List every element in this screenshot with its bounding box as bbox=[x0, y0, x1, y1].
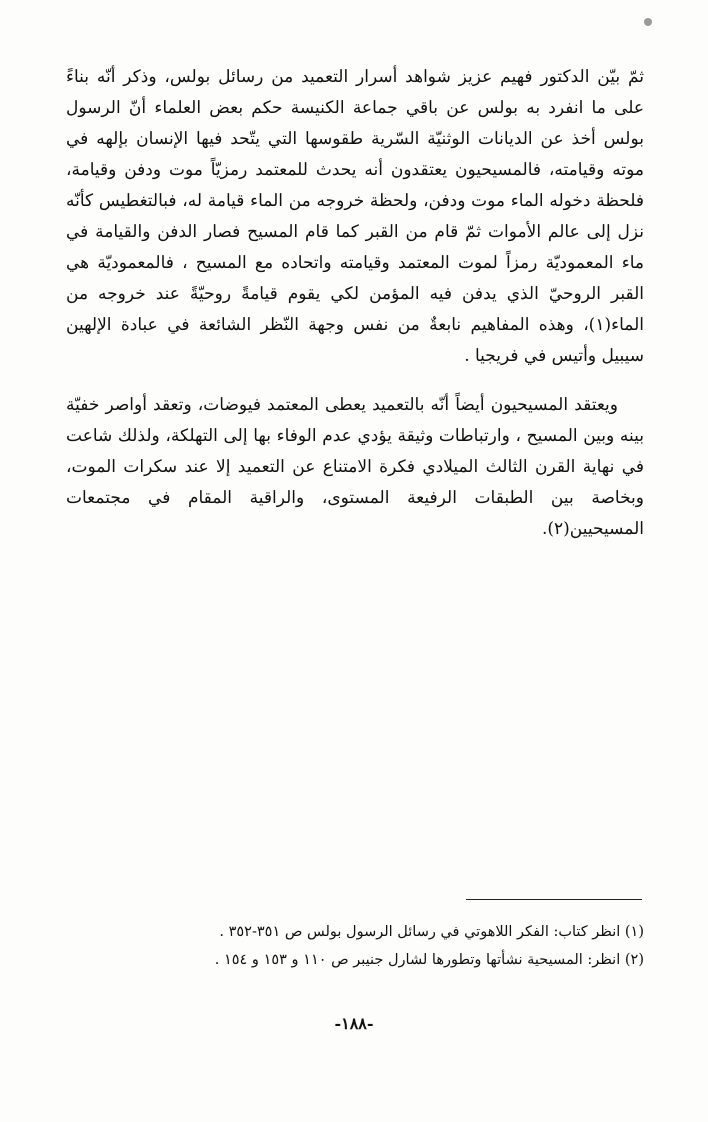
footnotes bbox=[66, 918, 644, 974]
footnote-2: (٢) انظر: المسيحية نشأتها وتطورها لشارل جنيبر ص ١١٠ و ١٥٣ و ١٥٤ . bbox=[214, 952, 644, 968]
paragraph-baptism-beliefs: ويعتقد المسيحيون أيضاً أنّه بالتعميد يعطى المعتمد فيوضات، وتعقد أواصر خفيّة بينه وبين المسيح ، وارتباطات وثيقة يؤدي عدم الوفاء بها إلى التهلكة، ولذلك شاعت في نهاية القرن الثالث الميلادي فكرة الامتناع عن التعميد إلا عند سكرات الموت، وبخاصة بين الطبقات الرفيعة المستوى، والراقية المقام في مجتمعات المسيحيين(٢). bbox=[66, 395, 644, 539]
main-text bbox=[66, 62, 644, 545]
scan-dot-mark bbox=[644, 18, 652, 26]
page-number: -١٨٨- bbox=[334, 1014, 374, 1033]
footnote-1: (١) انظر كتاب: الفكر اللاهوتي في رسائل الرسول بولس ص ٣٥١-٣٥٢ . bbox=[219, 924, 644, 940]
paragraph-baptism-secrets: ثمّ بيّن الدكتور فهيم عزيز شواهد أسرار التعميد من رسائل بولس، وذكر أنّه بناءً على ما انفرد به بولس عن باقي جماعة الكنيسة حكم بعض العلماء أنّ الرسول بولس أخذ عن الديانات الوثنيّة السّرية طقوسها التي يتّحد فيها الإنسان بإلهه في موته وقيامته، فالمسيحيون يعتقدون أنه يحدث للمعتمد رمزيّاً موت ودفن وقيامة، فلحظة دخوله الماء موت ودفن، ولحظة خروجه من الماء قيامة له، فبالتغطيس كأنّه نزل إلى عالم الأموات ثمّ قام من القبر كما قام المسيح فصار الدفن والقيامة في ماء المعموديّة رمزاً لموت المعتمد وقيامته واتحاده مع المسيح ، فالمعموديّة هي القبر الروحيّ الذي يدفن فيه المؤمن لكي يقوم قيامةً روحيّةً عند خروجه من الماء(١)، وهذه المفاهيم نابعةٌ من نفس وجهة النّظر الشائعة في عبادة الإلهين سيبيل وأتيس في فريجيا . bbox=[66, 67, 644, 366]
footnote-separator bbox=[466, 899, 642, 900]
